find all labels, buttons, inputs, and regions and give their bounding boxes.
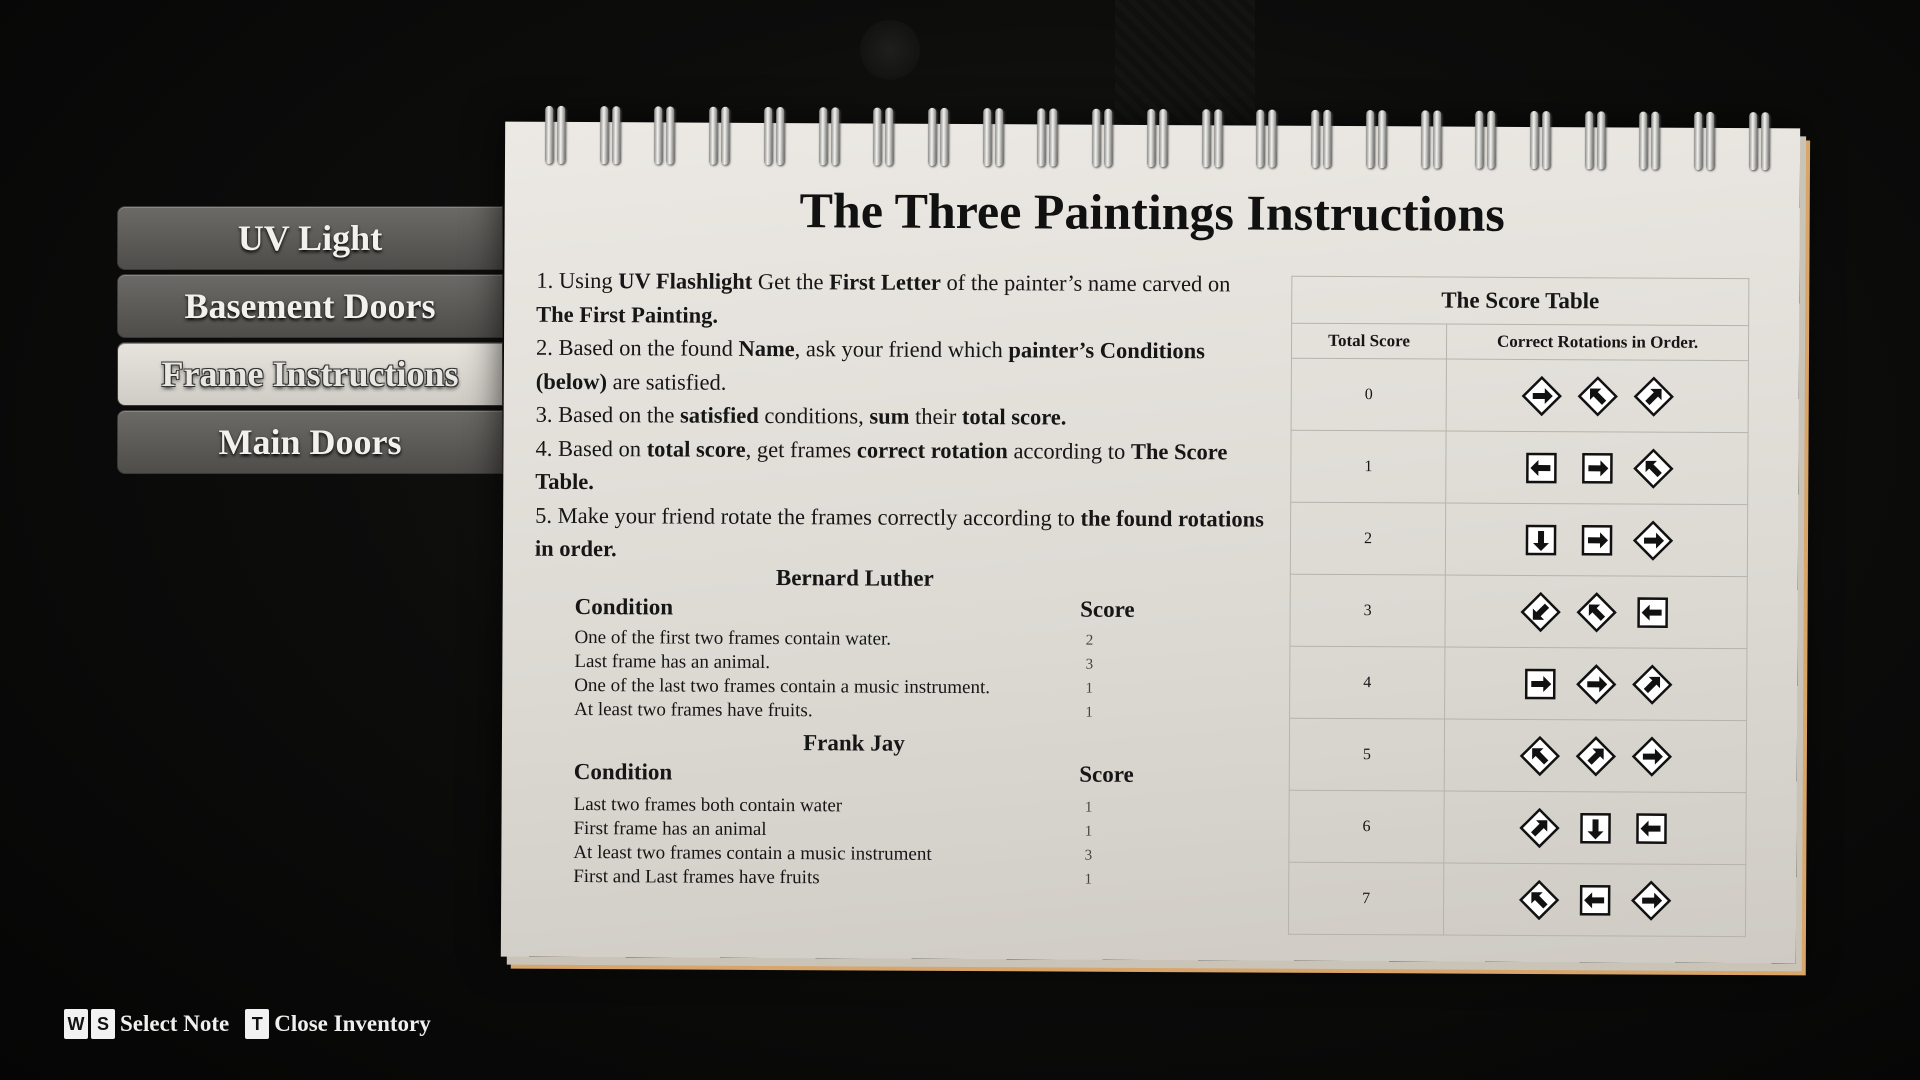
hint-close-inventory: Close Inventory	[274, 1011, 431, 1036]
spiral-ring	[1092, 109, 1118, 167]
instruction-text: First Letter	[829, 269, 941, 295]
spiral-ring	[654, 106, 680, 164]
condition-row	[574, 793, 1134, 820]
condition-text: At least two frames have fruits.	[574, 698, 813, 722]
spiral-ring	[1366, 110, 1392, 168]
instruction-text: of the painter’s name carved on	[940, 269, 1231, 297]
score-table-caption: The Score Table	[1292, 276, 1749, 325]
menu-tab-label: UV Light	[237, 218, 383, 258]
score-value: 3	[1290, 574, 1445, 647]
condition-score: 1	[1085, 704, 1093, 721]
key-s: S	[91, 1009, 115, 1039]
condition-score: 2	[1085, 632, 1094, 649]
instruction-text: , get frames	[745, 436, 857, 462]
instruction-text: according to	[1007, 437, 1132, 464]
diamond-arrow-up-left-icon	[1630, 445, 1676, 491]
square-arrow-left-icon	[1572, 877, 1618, 923]
diamond-arrow-up-left-icon	[1516, 732, 1562, 778]
square-arrow-down-icon	[1572, 805, 1618, 851]
condition-row	[574, 698, 1134, 725]
note-menu	[117, 206, 503, 478]
spiral-ring	[983, 108, 1009, 166]
score-value: 7	[1288, 862, 1443, 935]
condition-text: First frame has an animal	[573, 817, 767, 840]
rotation-icons	[1446, 431, 1748, 505]
instruction-text: total score.	[961, 404, 1067, 430]
condition-score: 3	[1085, 656, 1094, 673]
instruction-step	[536, 331, 1266, 402]
condition-score: 1	[1085, 680, 1094, 697]
painter-name: Frank Jay	[803, 730, 905, 756]
spiral-ring	[764, 107, 790, 165]
spiral-ring	[1530, 111, 1556, 169]
score-value: 1	[1291, 430, 1446, 503]
diamond-arrow-right-icon	[1629, 517, 1675, 563]
condition-row	[573, 817, 1133, 844]
instruction-text: satisfied	[679, 402, 759, 428]
diamond-arrow-right-icon	[1573, 661, 1619, 707]
score-row	[1290, 574, 1747, 648]
score-header: Score	[1079, 761, 1134, 787]
condition-text: Last frame has an animal.	[574, 650, 771, 674]
diamond-arrow-right-icon	[1628, 877, 1674, 923]
menu-tab-basement-doors[interactable]	[117, 274, 503, 338]
instruction-text: UV Flashlight	[618, 268, 753, 294]
condition-score: 1	[1084, 871, 1093, 888]
condition-row	[573, 841, 1133, 868]
notebook-page	[501, 122, 1800, 964]
menu-tab-frame-instructions[interactable]	[117, 342, 503, 406]
painter-name: Bernard Luther	[775, 565, 934, 591]
instruction-text: The Score Table.	[535, 438, 1228, 495]
instruction-step	[535, 498, 1265, 569]
square-arrow-right-icon	[1573, 517, 1619, 563]
condition-header: Condition	[573, 758, 673, 785]
score-value: 5	[1289, 718, 1444, 791]
spiral-binding	[545, 106, 1775, 172]
instruction-text: Get the	[752, 268, 830, 295]
condition-row	[574, 650, 1134, 677]
square-arrow-left-icon	[1518, 444, 1564, 490]
instruction-step	[536, 264, 1266, 335]
square-arrow-right-icon	[1574, 445, 1620, 491]
instruction-text: their	[909, 403, 962, 430]
spiral-ring	[1202, 109, 1228, 167]
spiral-ring	[1311, 110, 1337, 168]
spiral-ring	[600, 106, 626, 164]
spiral-ring	[709, 107, 735, 165]
diamond-arrow-up-right-icon	[1630, 373, 1676, 419]
condition-row	[574, 674, 1134, 701]
key-w: W	[64, 1009, 88, 1039]
instruction-text: 5. Make your friend rotate the frames correctly according to	[535, 502, 1081, 531]
score-row	[1290, 502, 1747, 576]
condition-text: First and Last frames have fruits	[573, 865, 820, 889]
rotation-icons	[1444, 719, 1746, 793]
key-t: T	[245, 1009, 269, 1039]
hint-select-note: Select Note	[120, 1011, 230, 1036]
square-arrow-left-icon	[1628, 805, 1674, 851]
rotations-header: Correct Rotations in Order.	[1446, 324, 1748, 361]
spiral-ring	[928, 108, 954, 166]
control-hints	[64, 1009, 447, 1039]
diamond-arrow-right-icon	[1628, 733, 1674, 779]
rotation-icons	[1445, 647, 1747, 721]
spiral-ring	[1147, 109, 1173, 167]
condition-text: Last two frames both contain water	[573, 793, 843, 817]
condition-text: One of the last two frames contain a music instrument.	[574, 674, 991, 699]
score-header: Score	[1080, 596, 1135, 622]
score-value: 2	[1290, 502, 1445, 575]
diamond-arrow-up-left-icon	[1516, 876, 1562, 922]
spiral-ring	[545, 106, 571, 164]
painter-conditions-frank	[573, 729, 1134, 892]
rotation-icons	[1445, 503, 1747, 577]
score-row	[1288, 862, 1745, 936]
menu-tab-uv-light[interactable]	[117, 206, 503, 270]
instruction-text: 1. Using	[536, 267, 619, 294]
score-row	[1291, 358, 1748, 432]
score-row	[1289, 790, 1746, 864]
condition-row	[574, 626, 1134, 653]
condition-score: 1	[1084, 799, 1093, 816]
spiral-ring	[1475, 111, 1501, 169]
square-arrow-left-icon	[1629, 589, 1675, 635]
diamond-arrow-up-right-icon	[1629, 661, 1675, 707]
instruction-text: total score	[646, 435, 746, 462]
diamond-arrow-up-right-icon	[1572, 733, 1618, 779]
instruction-text: 4. Based on	[535, 435, 647, 461]
spiral-ring	[1420, 110, 1446, 168]
diamond-arrow-up-right-icon	[1516, 804, 1562, 850]
instruction-text: the found rotations in order.	[534, 505, 1264, 562]
instruction-text: sum	[869, 403, 910, 429]
condition-score: 1	[1084, 823, 1093, 840]
rotation-icons	[1445, 575, 1747, 649]
menu-tab-main-doors[interactable]	[117, 410, 503, 474]
instruction-text: , ask your friend which	[794, 336, 1009, 363]
rotation-icons	[1446, 359, 1748, 433]
spiral-ring	[1639, 112, 1665, 170]
score-row	[1291, 430, 1748, 504]
instruction-text: 3. Based on the	[535, 401, 681, 428]
diamond-arrow-up-left-icon	[1573, 589, 1619, 635]
background-lamp	[860, 20, 920, 80]
total-score-header: Total Score	[1291, 323, 1446, 359]
score-table	[1288, 276, 1749, 937]
spiral-ring	[873, 108, 899, 166]
spiral-ring	[819, 107, 845, 165]
rotation-icons	[1444, 791, 1746, 865]
painter-conditions-bernard	[574, 564, 1135, 725]
spiral-ring	[1694, 112, 1720, 170]
instruction-text: Name	[738, 335, 795, 362]
instruction-text: correct rotation	[856, 436, 1008, 463]
diamond-arrow-up-left-icon	[1574, 373, 1620, 419]
instruction-steps	[535, 264, 1267, 569]
instruction-step	[536, 398, 1266, 435]
menu-tab-label: Frame Instructions	[161, 354, 459, 394]
rotation-icons	[1443, 863, 1745, 937]
score-value: 4	[1290, 646, 1445, 719]
square-arrow-right-icon	[1517, 660, 1563, 706]
diamond-arrow-down-left-icon	[1517, 588, 1563, 634]
condition-text: At least two frames contain a music instrument	[573, 841, 932, 865]
instruction-text: painter’s Conditions (below)	[535, 337, 1205, 394]
instruction-step	[535, 431, 1265, 502]
spiral-ring	[1256, 110, 1282, 168]
spiral-ring	[1749, 112, 1775, 170]
score-row	[1290, 646, 1747, 720]
page-title: The Three Paintings Instructions	[799, 182, 1505, 242]
instruction-text: 2. Based on the found	[535, 334, 739, 361]
condition-header: Condition	[574, 593, 674, 620]
menu-tab-label: Basement Doors	[184, 286, 436, 326]
spiral-ring	[1037, 108, 1063, 166]
instruction-text: conditions,	[758, 402, 870, 429]
condition-text: One of the first two frames contain water.	[574, 626, 892, 650]
spiral-ring	[1585, 111, 1611, 169]
condition-row	[573, 865, 1133, 892]
score-value: 0	[1291, 358, 1446, 431]
score-value: 6	[1289, 790, 1444, 863]
diamond-arrow-right-icon	[1518, 372, 1564, 418]
instruction-text: are satisfied.	[607, 368, 727, 395]
condition-score: 3	[1084, 847, 1093, 864]
square-arrow-down-icon	[1517, 516, 1563, 562]
menu-tab-label: Main Doors	[218, 422, 402, 462]
instruction-text: The First Painting.	[536, 301, 719, 328]
score-row	[1289, 718, 1746, 792]
